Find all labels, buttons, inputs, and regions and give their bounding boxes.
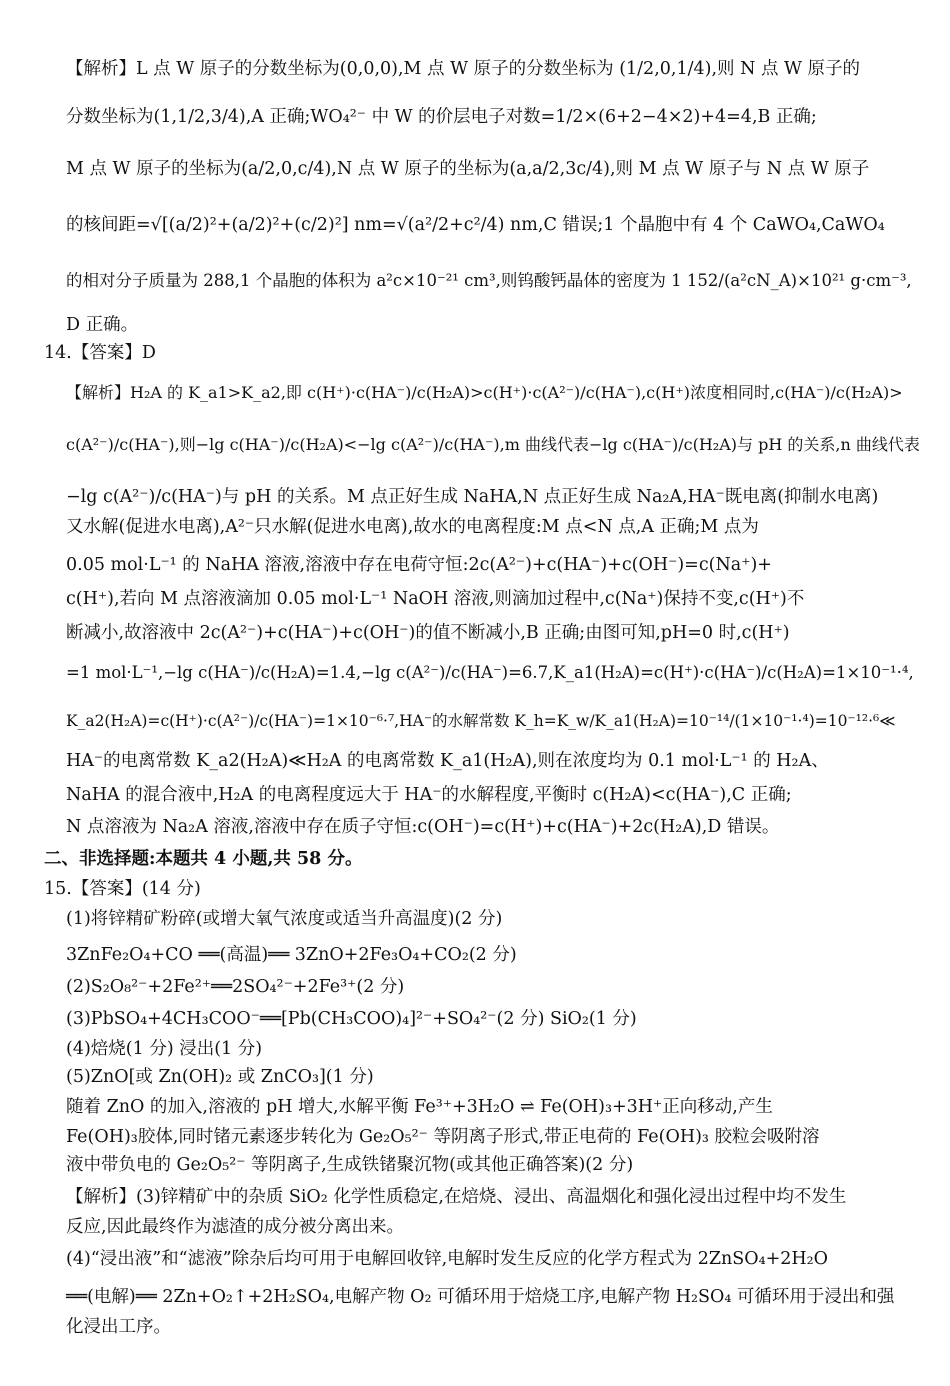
text-line: 分数坐标为(1,1/2,3/4),A 正确;WO₄²⁻ 中 W 的价层电子对数=1/2×(6+2−4×2)+4=4,B 正确;	[66, 107, 817, 127]
text-line: 反应,因此最终作为滤渣的成分被分离出来。	[66, 1217, 405, 1237]
text-line: −lg c(A²⁻)/c(HA⁻)与 pH 的关系。M 点正好生成 NaHA,N 点正好生成 Na₂A,HA⁻既电离(抑制水电离)	[66, 487, 879, 507]
text-line: 断减小,故溶液中 2c(A²⁻)+c(HA⁻)+c(OH⁻)的值不断减小,B 正确;由图可知,pH=0 时,c(H⁺)	[66, 623, 790, 643]
text-line: 二、非选择题:本题共 4 小题,共 58 分。	[44, 849, 363, 869]
text-line: 15.【答案】(14 分)	[44, 879, 201, 899]
text-line: D 正确。	[66, 315, 139, 335]
text-line: (2)S₂O₈²⁻+2Fe²⁺══2SO₄²⁻+2Fe³⁺(2 分)	[66, 977, 405, 997]
text-line: N 点溶液为 Na₂A 溶液,溶液中存在质子守恒:c(OH⁻)=c(H⁺)+c(HA⁻)+2c(H₂A),D 错误。	[66, 817, 780, 837]
text-line: c(H⁺),若向 M 点溶液滴加 0.05 mol·L⁻¹ NaOH 溶液,则滴加过程中,c(Na⁺)保持不变,c(H⁺)不	[66, 589, 805, 609]
text-line: (5)ZnO[或 Zn(OH)₂ 或 ZnCO₃](1 分)	[66, 1067, 374, 1087]
text-line: ══(电解)══ 2Zn+O₂↑+2H₂SO₄,电解产物 O₂ 可循环用于焙烧工序,电解产物 H₂SO₄ 可循环用于浸出和强	[66, 1287, 895, 1307]
text-line: (4)“浸出液”和“滤液”除杂后均可用于电解回收锌,电解时发生反应的化学方程式为 2ZnSO₄+2H₂O	[66, 1249, 829, 1269]
text-line: 化浸出工序。	[66, 1317, 171, 1337]
text-line: 液中带负电的 Ge₂O₅²⁻ 等阴离子,生成铁锗聚沉物(或其他正确答案)(2 分)	[66, 1155, 634, 1175]
text-line: 【解析】L 点 W 原子的分数坐标为(0,0,0),M 点 W 原子的分数坐标为 (1/2,0,1/4),则 N 点 W 原子的	[66, 59, 861, 79]
text-line: 随着 ZnO 的加入,溶液的 pH 增大,水解平衡 Fe³⁺+3H₂O ⇌ Fe(OH)₃+3H⁺正向移动,产生	[66, 1097, 773, 1117]
text-line: (4)焙烧(1 分) 浸出(1 分)	[66, 1039, 263, 1059]
text-line: 14.【答案】D	[44, 343, 156, 363]
text-line: 【解析】(3)锌精矿中的杂质 SiO₂ 化学性质稳定,在焙烧、浸出、高温烟化和强化浸出过程中均不发生	[66, 1187, 847, 1207]
text-line: 3ZnFe₂O₄+CO ══(高温)══ 3ZnO+2Fe₃O₄+CO₂(2 分)	[66, 945, 517, 965]
text-line: =1 mol·L⁻¹,−lg c(HA⁻)/c(H₂A)=1.4,−lg c(A²⁻)/c(HA⁻)=6.7,K_a1(H₂A)=c(H⁺)·c(HA⁻)/c(H₂A)=1×10⁻¹·⁴,	[66, 663, 914, 682]
text-line: (1)将锌精矿粉碎(或增大氧气浓度或适当升高温度)(2 分)	[66, 909, 503, 929]
text-line: 0.05 mol·L⁻¹ 的 NaHA 溶液,溶液中存在电荷守恒:2c(A²⁻)+c(HA⁻)+c(OH⁻)=c(Na⁺)+	[66, 555, 772, 575]
text-line: NaHA 的混合液中,H₂A 的电离程度远大于 HA⁻的水解程度,平衡时 c(H₂A)<c(HA⁻),C 正确;	[66, 785, 792, 805]
text-line: (3)PbSO₄+4CH₃COO⁻══[Pb(CH₃COO)₄]²⁻+SO₄²⁻(2 分) SiO₂(1 分)	[66, 1009, 637, 1029]
text-line: 的核间距=√[(a/2)²+(a/2)²+(c/2)²] nm=√(a²/2+c²/4) nm,C 错误;1 个晶胞中有 4 个 CaWO₄,CaWO₄	[66, 215, 885, 235]
text-line: M 点 W 原子的坐标为(a/2,0,c/4),N 点 W 原子的坐标为(a,a/2,3c/4),则 M 点 W 原子与 N 点 W 原子	[66, 159, 870, 179]
text-line: c(A²⁻)/c(HA⁻),则−lg c(HA⁻)/c(H₂A)<−lg c(A²⁻)/c(HA⁻),m 曲线代表−lg c(HA⁻)/c(H₂A)与 pH 的关系,n 曲线代表	[66, 435, 920, 454]
text-line: 的相对分子质量为 288,1 个晶胞的体积为 a²c×10⁻²¹ cm³,则钨酸钙晶体的密度为 1 152/(a²cN_A)×10²¹ g·cm⁻³,	[66, 271, 912, 290]
text-line: Fe(OH)₃胶体,同时锗元素逐步转化为 Ge₂O₅²⁻ 等阴离子形式,带正电荷的 Fe(OH)₃ 胶粒会吸附溶	[66, 1127, 820, 1147]
text-line: K_a2(H₂A)=c(H⁺)·c(A²⁻)/c(HA⁻)=1×10⁻⁶·⁷,HA⁻的水解常数 K_h=K_w/K_a1(H₂A)=10⁻¹⁴/(1×10⁻¹·⁴)=10⁻¹²·⁶≪	[66, 712, 896, 730]
text-line: 【解析】H₂A 的 K_a1>K_a2,即 c(H⁺)·c(HA⁻)/c(H₂A)>c(H⁺)·c(A²⁻)/c(HA⁻),c(H⁺)浓度相同时,c(HA⁻)/c(H₂A)>	[66, 383, 903, 402]
text-line: 又水解(促进水电离),A²⁻只水解(促进水电离),故水的电离程度:M 点<N 点,A 正确;M 点为	[66, 517, 759, 537]
text-line: HA⁻的电离常数 K_a2(H₂A)≪H₂A 的电离常数 K_a1(H₂A),则在浓度均为 0.1 mol·L⁻¹ 的 H₂A、	[66, 751, 829, 771]
